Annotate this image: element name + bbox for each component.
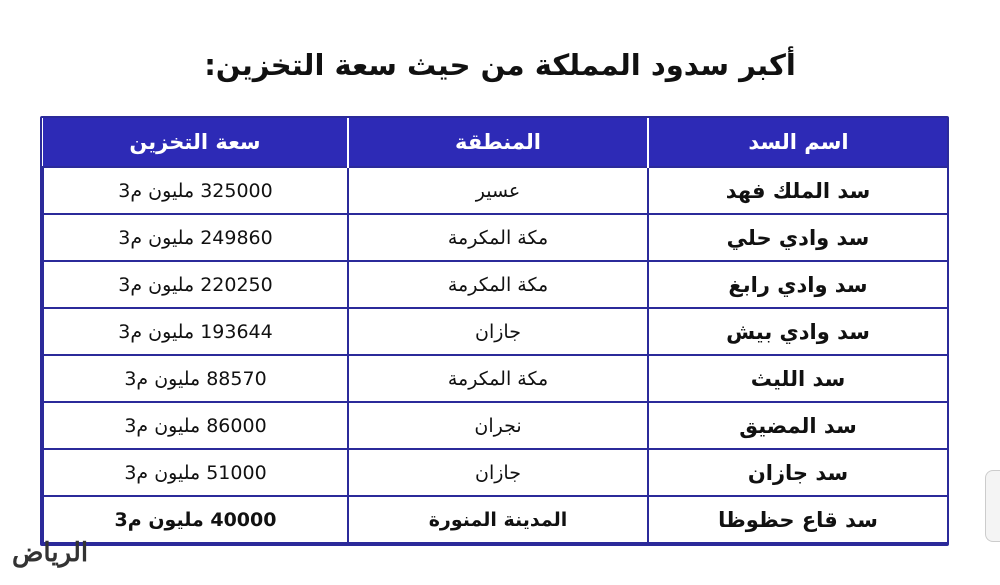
capacity-cell: 249860 مليون م3 (43, 214, 348, 261)
dam-name-cell: سد الليث (648, 355, 948, 402)
dam-name-cell: سد وادي حلي (648, 214, 948, 261)
page-title: أكبر سدود المملكة من حيث سعة التخزين: (204, 48, 796, 82)
table-header-row (43, 118, 948, 167)
dam-name-cell: سد الملك فهد (648, 167, 948, 214)
header-region: المنطقة (348, 118, 648, 167)
dams-table (42, 118, 949, 544)
region-cell: نجران (348, 402, 648, 449)
table-row (43, 261, 948, 308)
region-cell: جازان (348, 449, 648, 496)
capacity-cell: 40000 مليون م3 (43, 496, 348, 543)
dams-table-container (40, 116, 949, 546)
dam-name-cell: سد وادي رابغ (648, 261, 948, 308)
region-cell: المدينة المنورة (348, 496, 648, 543)
table-row (43, 308, 948, 355)
dam-name-cell: سد وادي بيش (648, 308, 948, 355)
dam-name-cell: سد قاع حظوظا (648, 496, 948, 543)
dam-name-cell: سد المضيق (648, 402, 948, 449)
region-cell: مكة المكرمة (348, 355, 648, 402)
region-cell: مكة المكرمة (348, 261, 648, 308)
region-cell: عسير (348, 167, 648, 214)
header-dam-name: اسم السد (648, 118, 948, 167)
table-row (43, 496, 948, 543)
capacity-cell: 86000 مليون م3 (43, 402, 348, 449)
dam-name-cell: سد جازان (648, 449, 948, 496)
table-row (43, 449, 948, 496)
header-capacity: سعة التخزين (43, 118, 348, 167)
edge-scroll-handle (985, 470, 1000, 542)
table-row (43, 355, 948, 402)
region-cell: مكة المكرمة (348, 214, 648, 261)
capacity-cell: 193644 مليون م3 (43, 308, 348, 355)
capacity-cell: 88570 مليون م3 (43, 355, 348, 402)
table-row (43, 402, 948, 449)
capacity-cell: 220250 مليون م3 (43, 261, 348, 308)
capacity-cell: 51000 مليون م3 (43, 449, 348, 496)
capacity-cell: 325000 مليون م3 (43, 167, 348, 214)
table-row (43, 214, 948, 261)
region-cell: جازان (348, 308, 648, 355)
alriyadh-logo: الرياض (12, 538, 89, 568)
table-row (43, 167, 948, 214)
